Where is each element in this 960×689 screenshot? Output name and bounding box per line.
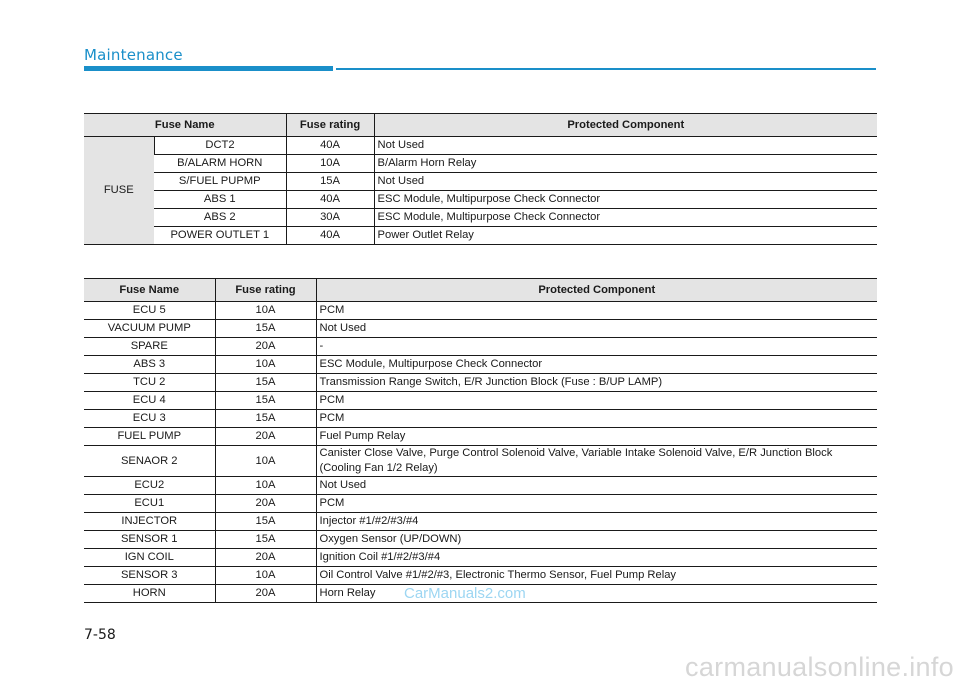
protected-component-cell: PCM — [316, 392, 877, 410]
table-row — [84, 173, 877, 191]
table-row — [84, 137, 877, 155]
fuse-table-bottom — [84, 278, 877, 603]
table-row — [84, 227, 877, 245]
watermark-carmanuals2: CarManuals2.com — [404, 585, 526, 602]
protected-component-cell: PCM — [316, 495, 877, 513]
protected-component-cell: - — [316, 338, 877, 356]
fuse-rating-cell: 30A — [286, 209, 374, 227]
fuse-table-bottom-body — [84, 302, 877, 603]
fuse-name-cell: ECU 4 — [84, 392, 215, 410]
fuse-rating-cell: 15A — [286, 173, 374, 191]
fuse-name-cell: HORN — [84, 585, 215, 603]
protected-component-cell: Not Used — [374, 137, 877, 155]
fuse-name-cell: ABS 2 — [154, 209, 286, 227]
fuse-rating-cell: 10A — [215, 477, 316, 495]
fuse-rating-cell: 15A — [215, 320, 316, 338]
fuse-rating-cell: 40A — [286, 191, 374, 209]
table-header-row — [84, 114, 877, 137]
fuse-name-cell: ECU1 — [84, 495, 215, 513]
column-header-fuse-name: Fuse Name — [84, 279, 215, 302]
table-row — [84, 338, 877, 356]
fuse-rating-cell: 10A — [215, 446, 316, 477]
fuse-rating-cell: 15A — [215, 392, 316, 410]
table-row — [84, 531, 877, 549]
table-row — [84, 392, 877, 410]
table-row — [84, 191, 877, 209]
fuse-table-top — [84, 113, 877, 245]
table-row — [84, 410, 877, 428]
protected-component-cell: Horn Relay — [316, 585, 877, 603]
protected-component-cell: ESC Module, Multipurpose Check Connector — [316, 356, 877, 374]
fuse-name-cell: ABS 1 — [154, 191, 286, 209]
protected-component-cell: Transmission Range Switch, E/R Junction Block (Fuse : B/UP LAMP) — [316, 374, 877, 392]
column-header-fuse-rating: Fuse rating — [286, 114, 374, 137]
protected-component-cell: Not Used — [316, 477, 877, 495]
fuse-name-cell: TCU 2 — [84, 374, 215, 392]
fuse-rating-cell: 15A — [215, 531, 316, 549]
fuse-name-cell: POWER OUTLET 1 — [154, 227, 286, 245]
fuse-rating-cell: 20A — [215, 495, 316, 513]
table-row — [84, 209, 877, 227]
fuse-rating-cell: 15A — [215, 410, 316, 428]
fuse-rating-cell: 10A — [215, 567, 316, 585]
fuse-rating-cell: 20A — [215, 428, 316, 446]
table-row — [84, 567, 877, 585]
protected-component-cell: Ignition Coil #1/#2/#3/#4 — [316, 549, 877, 567]
section-title: Maintenance — [84, 46, 183, 64]
fuse-rating-cell: 15A — [215, 513, 316, 531]
fuse-name-cell: ECU2 — [84, 477, 215, 495]
table-row — [84, 428, 877, 446]
fuse-name-cell: SENSOR 3 — [84, 567, 215, 585]
fuse-rating-cell: 10A — [215, 356, 316, 374]
fuse-name-cell: B/ALARM HORN — [154, 155, 286, 173]
table-header-row — [84, 279, 877, 302]
table-row — [84, 513, 877, 531]
fuse-rating-cell: 15A — [215, 374, 316, 392]
protected-component-cell: Not Used — [316, 320, 877, 338]
column-header-fuse-name: Fuse Name — [84, 114, 286, 137]
watermark-carmanualsonline: carmanualsonline.info — [685, 652, 954, 682]
fuse-group-label: FUSE — [84, 137, 154, 245]
fuse-rating-cell: 10A — [286, 155, 374, 173]
column-header-protected-component: Protected Component — [316, 279, 877, 302]
table-row — [84, 302, 877, 320]
fuse-rating-cell: 40A — [286, 227, 374, 245]
fuse-rating-cell: 20A — [215, 338, 316, 356]
protected-component-cell: ESC Module, Multipurpose Check Connector — [374, 209, 877, 227]
table-row — [84, 155, 877, 173]
protected-component-cell: PCM — [316, 302, 877, 320]
fuse-name-cell: SENSOR 1 — [84, 531, 215, 549]
section-rule-thin — [336, 68, 876, 70]
section-rule-thick — [84, 66, 333, 71]
protected-component-cell: Canister Close Valve, Purge Control Solenoid Valve, Variable Intake Solenoid Valve, E/R Junction Block (Cooling Fan 1/2 Relay) — [316, 446, 877, 477]
table-row — [84, 477, 877, 495]
protected-component-cell: Oxygen Sensor (UP/DOWN) — [316, 531, 877, 549]
fuse-name-cell: INJECTOR — [84, 513, 215, 531]
table-row — [84, 356, 877, 374]
column-header-protected-component: Protected Component — [374, 114, 877, 137]
fuse-rating-cell: 20A — [215, 585, 316, 603]
protected-component-cell: Oil Control Valve #1/#2/#3, Electronic Thermo Sensor, Fuel Pump Relay — [316, 567, 877, 585]
protected-component-cell: Not Used — [374, 173, 877, 191]
fuse-name-cell: SENAOR 2 — [84, 446, 215, 477]
table-row — [84, 495, 877, 513]
protected-component-cell: Fuel Pump Relay — [316, 428, 877, 446]
fuse-name-cell: ABS 3 — [84, 356, 215, 374]
fuse-name-cell: ECU 5 — [84, 302, 215, 320]
fuse-name-cell: FUEL PUMP — [84, 428, 215, 446]
fuse-name-cell: VACUUM PUMP — [84, 320, 215, 338]
fuse-name-cell: S/FUEL PUPMP — [154, 173, 286, 191]
protected-component-cell: B/Alarm Horn Relay — [374, 155, 877, 173]
fuse-name-cell: ECU 3 — [84, 410, 215, 428]
protected-component-cell: Power Outlet Relay — [374, 227, 877, 245]
protected-component-cell: PCM — [316, 410, 877, 428]
fuse-name-cell: IGN COIL — [84, 549, 215, 567]
page-number: 7-58 — [84, 627, 116, 643]
table-row — [84, 374, 877, 392]
column-header-fuse-rating: Fuse rating — [215, 279, 316, 302]
table-row — [84, 446, 877, 477]
fuse-rating-cell: 10A — [215, 302, 316, 320]
fuse-name-cell: DCT2 — [154, 137, 286, 155]
fuse-rating-cell: 20A — [215, 549, 316, 567]
fuse-name-cell: SPARE — [84, 338, 215, 356]
table-row — [84, 320, 877, 338]
table-row — [84, 549, 877, 567]
protected-component-cell: ESC Module, Multipurpose Check Connector — [374, 191, 877, 209]
fuse-rating-cell: 40A — [286, 137, 374, 155]
fuse-table-top-body — [84, 137, 877, 245]
protected-component-cell: Injector #1/#2/#3/#4 — [316, 513, 877, 531]
